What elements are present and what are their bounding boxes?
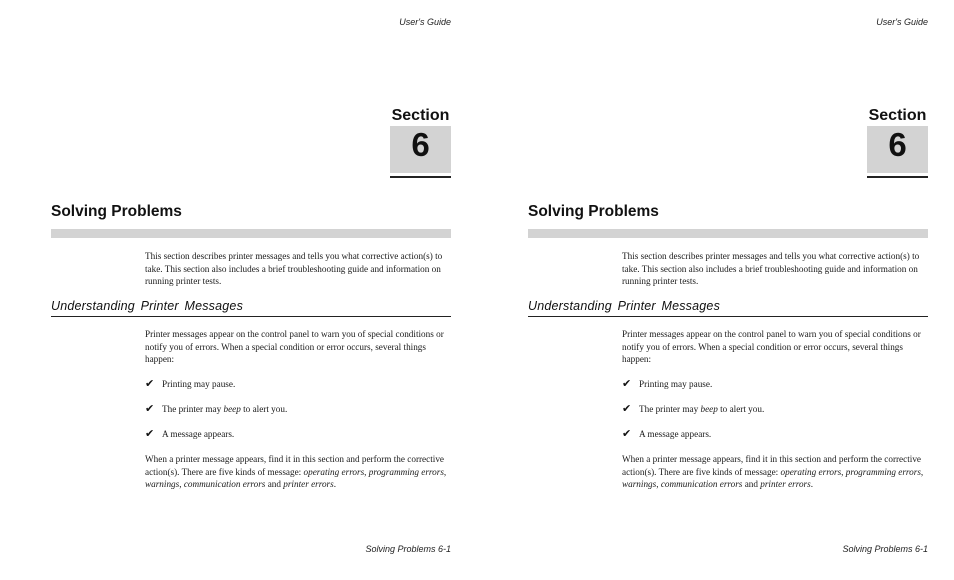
check-mark-icon: ✔: [145, 402, 155, 415]
bullet-text: A message appears.: [162, 429, 235, 439]
intro-paragraph: This section describes printer messages and tells you what corrective action(s) to take. This section also includes a brief troubleshooting guide and information on running printer tests.: [145, 251, 443, 287]
bullet-item: [622, 377, 712, 390]
message-kind: printer errors: [283, 479, 334, 490]
bullet-text: to alert you.: [717, 404, 765, 414]
chapter-title: Solving Problems: [528, 203, 659, 220]
section-label: Section: [868, 107, 927, 124]
message-kind: warnings: [145, 479, 180, 490]
section-underline: [867, 176, 928, 178]
message-kind: programming errors: [368, 466, 444, 477]
bullet-item: [145, 402, 287, 415]
bullet-item: [622, 402, 764, 415]
final-text: When a printer message appears, find it in this section and perform the corrective action(s). There are five kinds of message:: [145, 454, 444, 477]
final-text: When a printer message appears, find it in this section and perform the corrective action(s). There are five kinds of message:: [622, 454, 921, 477]
messages-paragraph: Printer messages appear on the control panel to warn you of special conditions or notify you of errors. When a special condition or error occurs, several things happen:: [622, 329, 921, 365]
message-kind: operating errors: [303, 466, 365, 477]
section-number-box: 6: [867, 126, 928, 173]
section-number-box: 6: [390, 126, 451, 173]
right-page: [477, 0, 954, 580]
section-label: Section: [391, 107, 450, 124]
bullet-text: to alert you.: [240, 404, 288, 414]
check-mark-icon: ✔: [622, 427, 632, 440]
final-paragraph: When a printer message appears, find it in this section and perform the corrective action(s). There are five kinds of message: operating errors, programming errors, warnings, communication errors and printer errors.: [145, 454, 447, 490]
final-text: and: [742, 479, 761, 490]
subheading-rule: [528, 316, 928, 317]
check-mark-icon: ✔: [145, 377, 155, 390]
intro-paragraph: This section describes printer messages and tells you what corrective action(s) to take. This section also includes a brief troubleshooting guide and information on running printer tests.: [622, 251, 920, 287]
check-mark-icon: ✔: [622, 377, 632, 390]
message-kind: operating errors: [780, 466, 842, 477]
running-header: User's Guide: [876, 17, 928, 27]
title-shade-bar: [528, 229, 928, 238]
bullet-item: [145, 427, 234, 440]
bullet-emphasis: beep: [223, 404, 241, 414]
subheading-rule: [51, 316, 451, 317]
check-mark-icon: ✔: [145, 427, 155, 440]
final-text: and: [265, 479, 284, 490]
check-mark-icon: ✔: [622, 402, 632, 415]
bullet-text: The printer may: [639, 404, 701, 414]
final-paragraph: When a printer message appears, find it in this section and perform the corrective action(s). There are five kinds of message: operating errors, programming errors, warnings, communication errors and printer errors.: [622, 454, 924, 490]
bullet-text: A message appears.: [639, 429, 712, 439]
message-kind: communication errors: [660, 479, 743, 490]
subheading: Understanding Printer Messages: [528, 299, 721, 313]
section-underline: [390, 176, 451, 178]
final-text: .: [333, 479, 336, 490]
bullet-text: The printer may: [162, 404, 224, 414]
subheading: Understanding Printer Messages: [51, 299, 244, 313]
bullet-text: Printing may pause.: [162, 379, 236, 389]
message-kind: warnings: [622, 479, 657, 490]
bullet-emphasis: beep: [700, 404, 718, 414]
running-header: User's Guide: [399, 17, 451, 27]
message-kind: programming errors: [845, 466, 921, 477]
message-kind: printer errors: [760, 479, 811, 490]
bullet-item: [145, 377, 235, 390]
title-shade-bar: [51, 229, 451, 238]
running-footer: Solving Problems 6-1: [365, 544, 451, 554]
messages-paragraph: Printer messages appear on the control panel to warn you of special conditions or notify you of errors. When a special condition or error occurs, several things happen:: [145, 329, 444, 365]
bullet-text: Printing may pause.: [639, 379, 713, 389]
final-text: .: [810, 479, 813, 490]
bullet-item: [622, 427, 711, 440]
running-footer: Solving Problems 6-1: [842, 544, 928, 554]
chapter-title: Solving Problems: [51, 203, 182, 220]
message-kind: communication errors: [183, 479, 266, 490]
